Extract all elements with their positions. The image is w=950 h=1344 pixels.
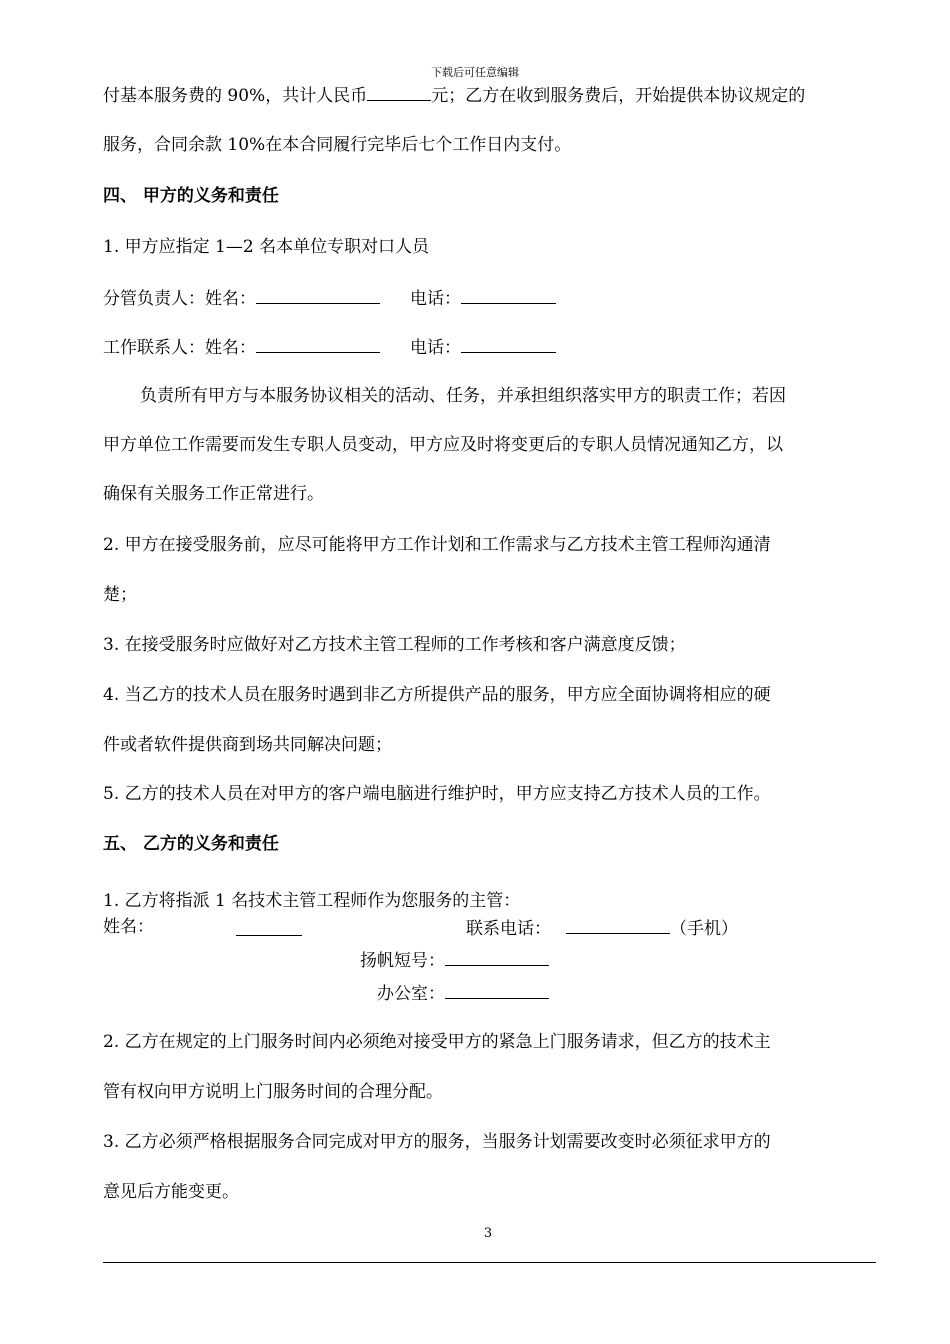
amount-blank[interactable] — [367, 82, 431, 101]
paragraph-line-3: 确保有关服务工作正常进行。 — [103, 484, 324, 504]
paragraph-line-1: 负责所有甲方与本服务协议相关的活动、任务，并承担组织落实甲方的职责工作；若因 — [140, 386, 786, 406]
contact-phone-label: 电话： — [410, 338, 461, 358]
clause-5-3: 3. 乙方必须严格根据服务合同完成对甲方的服务，当服务计划需要改变时必须征求甲方的 — [103, 1132, 771, 1152]
clause-4-2: 2. 甲方在接受服务前，应尽可能将甲方工作计划和工作需求与乙方技术主管工程师沟通清 — [103, 535, 771, 555]
office-row — [377, 980, 549, 1006]
clause-4-5: 5. 乙方的技术人员在对甲方的客户端电脑进行维护时，甲方应支持乙方技术人员的工作。 — [103, 784, 771, 804]
engineer-name-blank[interactable] — [236, 917, 302, 936]
contact-label: 工作联系人：姓名： — [103, 338, 256, 358]
short-number-label: 扬帆短号： — [360, 951, 445, 971]
engineer-phone-blank[interactable] — [566, 915, 670, 934]
short-number-row — [360, 947, 549, 973]
header-note: 下载后可任意编辑 — [431, 66, 519, 79]
engineer-phone-label: 联系电话： — [466, 919, 551, 939]
short-number-blank[interactable] — [445, 947, 549, 966]
payment-line-2: 服务，合同余款 10%在本合同履行完毕后七个工作日内支付。 — [103, 135, 572, 155]
engineer-phone-row — [466, 915, 738, 941]
footer-rule — [103, 1262, 876, 1263]
payment-line — [103, 82, 805, 108]
clause-4-3: 3. 在接受服务时应做好对乙方技术主管工程师的工作考核和客户满意度反馈； — [103, 635, 686, 655]
clause-5-3-cont: 意见后方能变更。 — [103, 1182, 239, 1202]
manager-phone-label: 电话： — [410, 289, 461, 309]
clause-5-2: 2. 乙方在规定的上门服务时间内必须绝对接受甲方的紧急上门服务请求，但乙方的技术主 — [103, 1032, 771, 1052]
clause-4-2-cont: 楚； — [103, 585, 137, 605]
clause-4-4: 4. 当乙方的技术人员在服务时遇到非乙方所提供产品的服务，甲方应全面协调将相应的硬 — [103, 685, 771, 705]
section-5-heading: 五、 乙方的义务和责任 — [103, 834, 279, 854]
mobile-note: （手机） — [670, 919, 738, 939]
manager-name-blank[interactable] — [256, 285, 380, 304]
office-label: 办公室： — [377, 984, 445, 1004]
payment-text-b: 元；乙方在收到服务费后，开始提供本协议规定的 — [431, 86, 806, 106]
section-4-heading: 四、 甲方的义务和责任 — [103, 186, 279, 206]
manager-phone-blank[interactable] — [461, 285, 556, 304]
manager-row — [103, 285, 556, 311]
clause-4-4-cont: 件或者软件提供商到场共同解决问题； — [103, 735, 392, 755]
manager-label: 分管负责人：姓名： — [103, 289, 256, 309]
engineer-name-label: 姓名： — [103, 917, 154, 937]
paragraph-line-2: 甲方单位工作需要而发生专职人员变动，甲方应及时将变更后的专职人员情况通知乙方，以 — [103, 435, 783, 455]
page-number: 3 — [483, 1226, 493, 1241]
contact-row — [103, 334, 556, 360]
contact-phone-blank[interactable] — [461, 334, 556, 353]
clause-5-2-cont: 管有权向甲方说明上门服务时间的合理分配。 — [103, 1082, 443, 1102]
clause-5-1: 1. 乙方将指派 1 名技术主管工程师作为您服务的主管： — [103, 891, 521, 911]
contact-name-blank[interactable] — [256, 334, 380, 353]
office-blank[interactable] — [445, 980, 549, 999]
payment-text-a: 付基本服务费的 90%，共计人民币 — [103, 86, 368, 106]
clause-4-1: 1. 甲方应指定 1—2 名本单位专职对口人员 — [103, 237, 430, 257]
